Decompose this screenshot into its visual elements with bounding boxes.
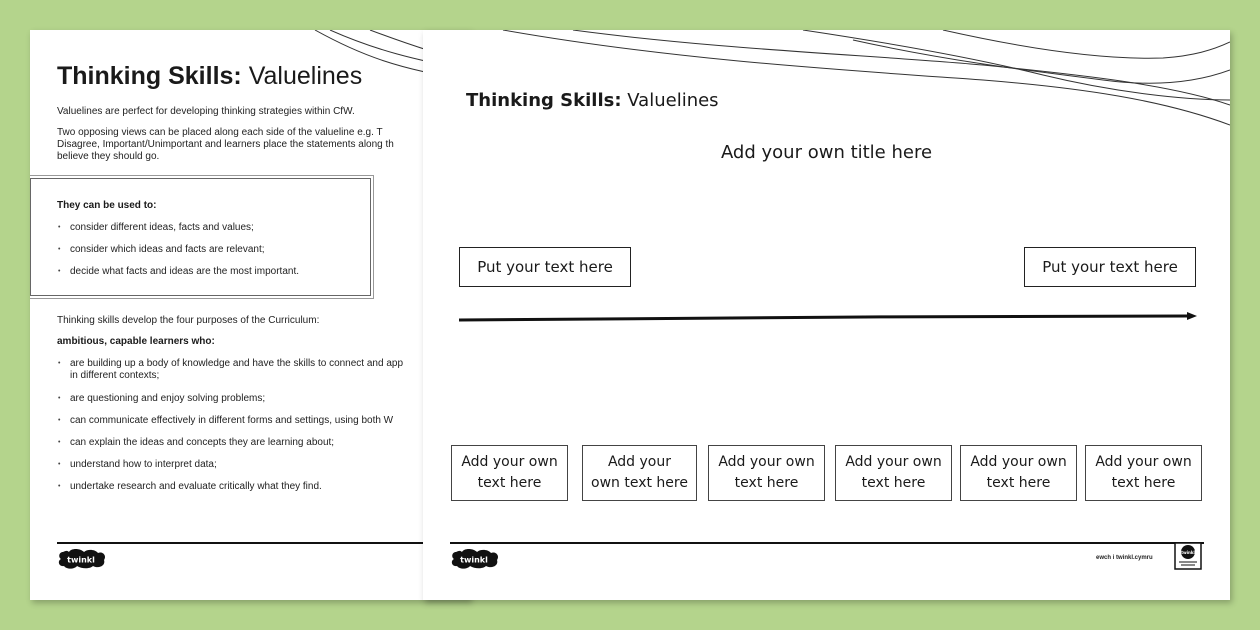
- list-item: • consider which ideas and facts are relevant;: [70, 244, 265, 256]
- svg-text:twinkl: twinkl: [1181, 550, 1195, 555]
- title-placeholder[interactable]: Add your own title here: [720, 142, 933, 163]
- footer-divider: [450, 542, 1204, 544]
- decorative-waves: [423, 30, 1230, 140]
- website-link[interactable]: ewch i twinkl.cymru: [1096, 555, 1153, 561]
- quality-badge-icon: [1172, 540, 1204, 572]
- uses-box: [30, 178, 371, 296]
- front-page-title: Thinking Skills: Valuelines: [466, 90, 719, 111]
- opposing-views-paragraph: Two opposing views can be placed along each side of the valueline e.g. T Disagree, Important/Unimportant and learners place the statements along th believe they should go.: [57, 127, 394, 162]
- list-item: • can communicate effectively in different forms and settings, using both W: [70, 415, 393, 427]
- list-item: • can explain the ideas and concepts they are learning about;: [70, 437, 334, 449]
- statement-card-5[interactable]: Add your own text here: [960, 445, 1077, 501]
- svg-text:twinkl: twinkl: [67, 555, 95, 565]
- statement-card-3[interactable]: Add your own text here: [708, 445, 825, 501]
- statement-card-2[interactable]: Add your own text here: [582, 445, 697, 501]
- back-page-title: Thinking Skills: Valuelines: [57, 62, 363, 90]
- list-item: • understand how to interpret data;: [70, 459, 217, 471]
- back-page: [30, 30, 470, 600]
- right-end-textbox[interactable]: Put your text here: [1024, 247, 1196, 287]
- statement-card-4[interactable]: Add your own text here: [835, 445, 952, 501]
- twinkl-logo-icon: [450, 548, 500, 570]
- purposes-intro: Thinking skills develop the four purposes of the Curriculum:: [57, 315, 320, 326]
- list-item: • undertake research and evaluate critically what they find.: [70, 481, 322, 493]
- ambitious-heading: ambitious, capable learners who:: [57, 336, 215, 347]
- statement-card-1[interactable]: Add your own text here: [451, 445, 568, 501]
- twinkl-logo-icon: [57, 548, 107, 570]
- footer-divider: [57, 542, 467, 544]
- front-page: [423, 30, 1230, 600]
- list-item: • are questioning and enjoy solving problems;: [70, 393, 265, 405]
- left-end-textbox[interactable]: Put your text here: [459, 247, 631, 287]
- uses-heading: They can be used to:: [57, 200, 157, 211]
- list-item: • decide what facts and ideas are the most important.: [70, 266, 299, 278]
- svg-text:twinkl: twinkl: [460, 555, 488, 565]
- list-item: • are building up a body of knowledge and have the skills to connect and app in different contexts;: [70, 358, 403, 382]
- list-item: • consider different ideas, facts and values;: [70, 222, 254, 234]
- valueline-arrow: [459, 308, 1199, 328]
- intro-paragraph: Valuelines are perfect for developing thinking strategies within CfW.: [57, 106, 355, 117]
- statement-card-6[interactable]: Add your own text here: [1085, 445, 1202, 501]
